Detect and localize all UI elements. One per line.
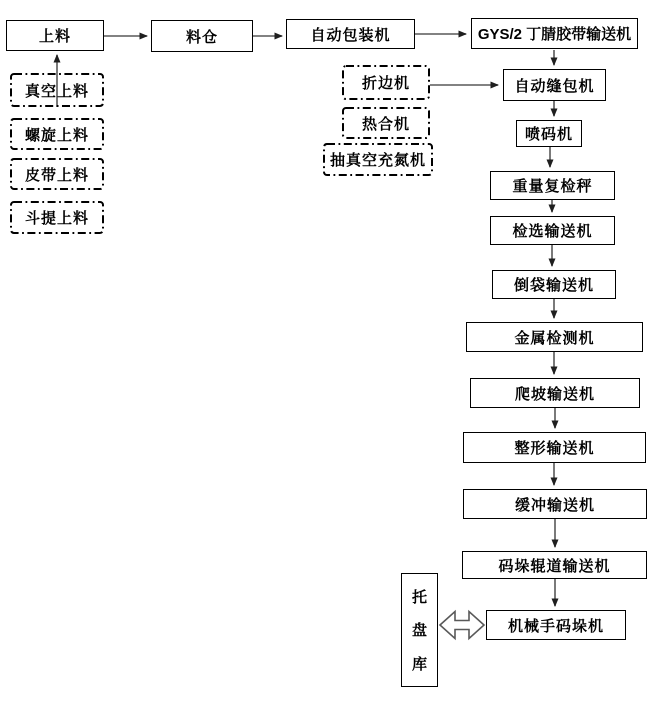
node-screw-feeding: 螺旋上料: [24, 126, 89, 144]
node-incline-conveyor: 爬坡输送机: [470, 378, 640, 408]
node-checkweigher: 重量复检秤: [490, 171, 615, 200]
node-auto-packer: 自动包装机: [286, 19, 415, 49]
node-inkjet-coder: 喷码机: [516, 120, 582, 147]
node-belt-feeding: 皮带上料: [24, 166, 89, 184]
node-edge-folder: 折边机: [361, 75, 410, 92]
node-shaping-conveyor: 整形输送机: [463, 432, 646, 463]
node-feeding: 上料: [6, 20, 104, 51]
node-robot-palletizer: 机械手码垛机: [486, 610, 626, 640]
node-heat-sealer: 热合机: [361, 115, 410, 133]
node-bucket-feeding: 斗提上料: [24, 210, 89, 227]
pallet-store-char-1: 托: [411, 589, 427, 607]
node-bag-sewing: 自动缝包机: [503, 69, 606, 101]
flow-arrows: [57, 34, 555, 606]
pallet-store-char-3: 库: [411, 655, 427, 673]
node-vacuum-nitrogen: 抽真空充氮机: [329, 152, 426, 169]
node-nitrile-belt-conveyor: GYS/2 丁腈胶带输送机: [471, 18, 638, 49]
node-palletizing-roller-conveyor: 码垛辊道输送机: [462, 551, 647, 579]
node-buffer-conveyor: 缓冲输送机: [463, 489, 647, 519]
pallet-store-char-2: 盘: [411, 622, 427, 640]
node-vacuum-feeding: 真空上料: [24, 82, 89, 100]
node-metal-detector: 金属检测机: [466, 322, 643, 352]
node-sorting-conveyor: 检选输送机: [490, 216, 615, 245]
node-hopper: 料仓: [151, 20, 253, 52]
node-bag-turning-conveyor: 倒袋输送机: [492, 270, 616, 299]
double-arrow-pallet-palletizer: [440, 612, 484, 639]
node-pallet-store: [401, 573, 438, 687]
